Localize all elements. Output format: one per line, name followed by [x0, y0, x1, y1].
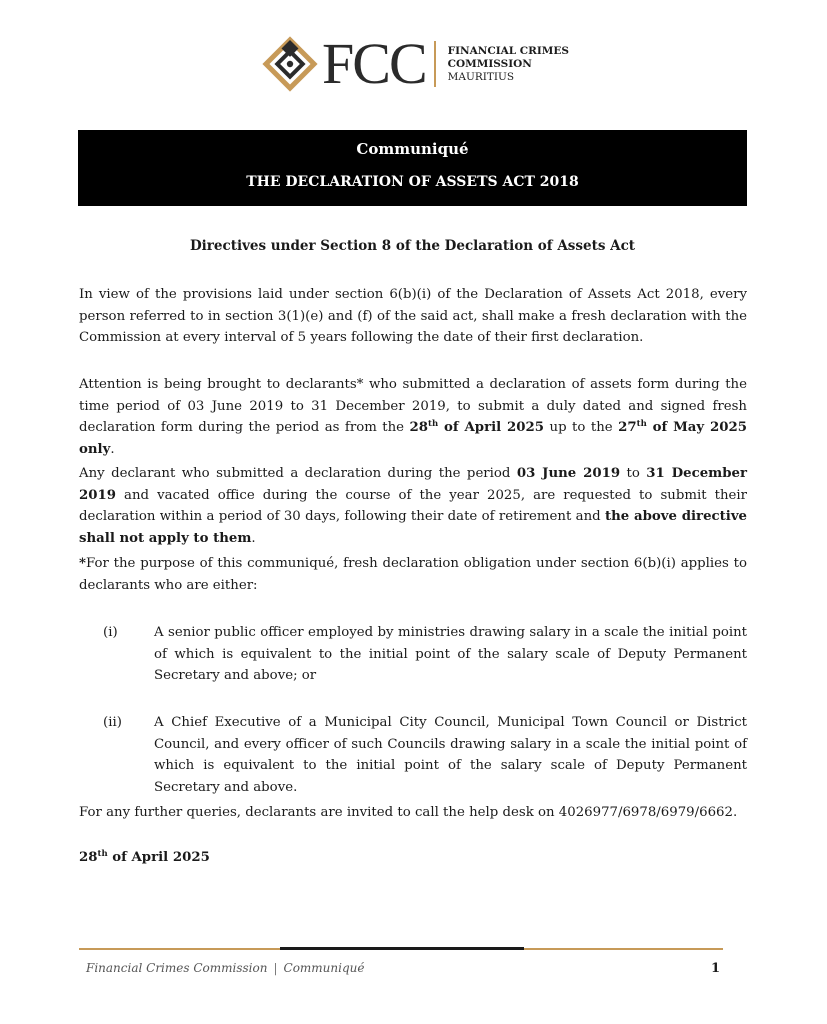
p3-exemption: the above directive shall not apply to them — [79, 509, 748, 546]
paragraph-5: For any further queries, declarants are invited to call the help desk on 4026977/6978/6979/6662. — [79, 805, 738, 820]
p3-end-date: 31 December 2019 — [79, 466, 748, 503]
p3-start-date: 03 June 2019 — [516, 466, 621, 481]
logo-line-3: MAURITIUS — [447, 70, 515, 83]
footer-rule-left — [79, 948, 280, 950]
fcc-logo — [262, 31, 570, 96]
list-item-number: (i) — [103, 625, 118, 640]
footer-label — [86, 961, 365, 975]
list-item-text: A senior public officer employed by ministries drawing salary in a scale the initial point of which is equivalent to the initial point of the salary scale of Deputy Permanent Secretary and above; or — [154, 625, 747, 683]
title-banner — [78, 130, 747, 206]
paragraph-1: In view of the provisions laid under section 6(b)(i) of the Declaration of Assets Act 2018, every person referred to in section 3(1)(e) and (f) of the said act, shall make a fresh declaration with the Commission at every interval of 5 years following the date of their first declaration. — [79, 287, 747, 345]
section-heading: Directives under Section 8 of the Declaration of Assets Act — [189, 238, 636, 254]
banner-subtitle: THE DECLARATION OF ASSETS ACT 2018 — [246, 174, 579, 190]
p2-text-a: Attention is being brought to declarants* who submitted a declaration of assets form during the time period of 03 June 2019 to 31 December 2019, to submit a duly dated and signed fresh declaration form during the period as from the — [79, 377, 747, 435]
logo-line-1: FINANCIAL CRIMES — [447, 44, 570, 57]
p2-end-date: 27th of May 2025 only — [79, 419, 748, 457]
page-number: 1 — [711, 961, 721, 976]
paragraph-2 — [79, 374, 747, 460]
logo-org-name — [448, 45, 569, 84]
list-item-number: (ii) — [103, 715, 122, 730]
p2-text-c: up to the — [544, 420, 619, 435]
footer-org: Financial Crimes Commission — [86, 961, 268, 975]
logo-line-2: COMMISSION — [447, 57, 532, 70]
list-item-text: A Chief Executive of a Municipal City Council, Municipal Town Council or District Council, and every officer of such Councils drawing salary in a scale the initial point of which is equivalent to the initial point of the salary scale of Deputy Permanent Secretary and above. — [154, 715, 747, 795]
fcc-diamond-logo-icon — [262, 36, 318, 92]
footer-doc: Communiqué — [283, 961, 365, 975]
banner-title: Communiqué — [356, 140, 469, 158]
communique-date: 28th of April 2025 — [79, 849, 210, 865]
paragraph-3: Any declarant who submitted a declaration during the period 03 June 2019 to 31 December 2019 and vacated office during the course of the year 2025, are requested to submit their declaration within a period of 30 days, following their date of retirement and the above directive shall not apply to them. — [79, 466, 748, 546]
logo-divider — [434, 41, 436, 87]
footer-separator: | — [273, 961, 278, 975]
p2-start-date: 28th of April 2025 — [409, 419, 545, 435]
footnote-asterisk: * — [79, 556, 86, 571]
footer-rule-right — [524, 948, 723, 950]
p2-text-e: . — [110, 441, 115, 457]
paragraph-4: *For the purpose of this communiqué, fresh declaration obligation under section 6(b)(i) applies to declarants who are either: — [79, 556, 747, 593]
footer-rule-middle — [280, 947, 524, 950]
logo-acronym: FCC — [322, 31, 426, 96]
